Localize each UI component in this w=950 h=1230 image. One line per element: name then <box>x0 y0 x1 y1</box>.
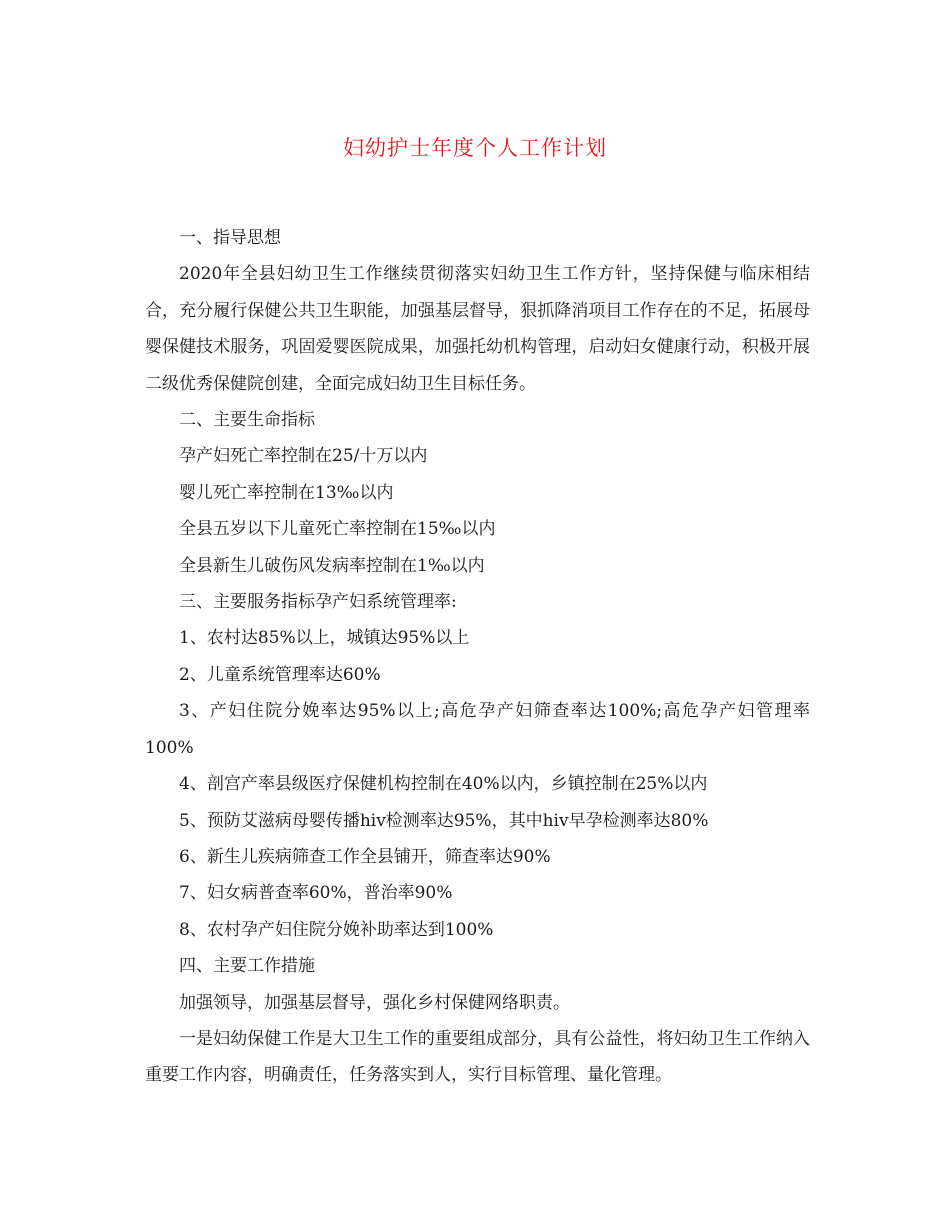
service-indicator-5: 5、预防艾滋病母婴传播hiv检测率达95%，其中hiv早孕检测率达80% <box>179 810 709 831</box>
section-heading-work-measures: 四、主要工作措施 <box>179 956 315 977</box>
service-indicator-1: 1、农村达85%以上，城镇达95%以上 <box>179 628 470 649</box>
service-indicator-2: 2、儿童系统管理率达60% <box>179 664 381 685</box>
service-indicator-6: 6、新生儿疾病筛查工作全县铺开，筛查率达90% <box>179 846 551 867</box>
service-indicator-4: 4、剖宫产率县级医疗保健机构控制在40%以内，乡镇控制在25%以内 <box>179 774 708 795</box>
section-heading-life-indicators: 二、主要生命指标 <box>179 410 315 431</box>
service-indicator-3: 3、产妇住院分娩率达95%以上;高危孕产妇筛查率达100%;高危孕产妇管理率100% <box>145 701 810 758</box>
paragraph-guiding-ideology: 2020年全县妇幼卫生工作继续贯彻落实妇幼卫生工作方针，坚持保健与临床相结合，充分履行保健公共卫生职能，加强基层督导，狠抓降消项目工作存在的不足，拓展母婴保健技术服务，巩固爱婴医院成果，加强托幼机构管理，启动妇女健康行动，积极开展二级优秀保健院创建，全面完成妇幼卫生目标任务。 <box>145 264 810 394</box>
paragraph-measure-one: 一是妇幼保健工作是大卫生工作的重要组成部分，具有公益性，将妇幼卫生工作纳入重要工作内容，明确责任，任务落实到人，实行目标管理、量化管理。 <box>145 1028 810 1086</box>
document-body <box>145 220 810 1094</box>
section-heading-service-indicators: 三、主要服务指标孕产妇系统管理率: <box>179 592 457 613</box>
service-indicator-8: 8、农村孕产妇住院分娩补助率达到100% <box>179 919 494 940</box>
paragraph-strengthen-leadership: 加强领导，加强基层督导，强化乡村保健网络职责。 <box>179 992 570 1013</box>
document-title: 妇幼护士年度个人工作计划 <box>343 136 607 160</box>
indicator-neonatal-tetanus: 全县新生儿破伤风发病率控制在1‰以内 <box>179 555 485 576</box>
service-indicator-7: 7、妇女病普查率60%，普治率90% <box>179 883 453 904</box>
indicator-under-five-mortality: 全县五岁以下儿童死亡率控制在15‰以内 <box>179 519 496 540</box>
section-heading-guiding-ideology: 一、指导思想 <box>179 228 281 248</box>
indicator-maternal-mortality: 孕产妇死亡率控制在25/十万以内 <box>179 446 428 467</box>
indicator-infant-mortality: 婴儿死亡率控制在13‰以内 <box>179 482 394 503</box>
